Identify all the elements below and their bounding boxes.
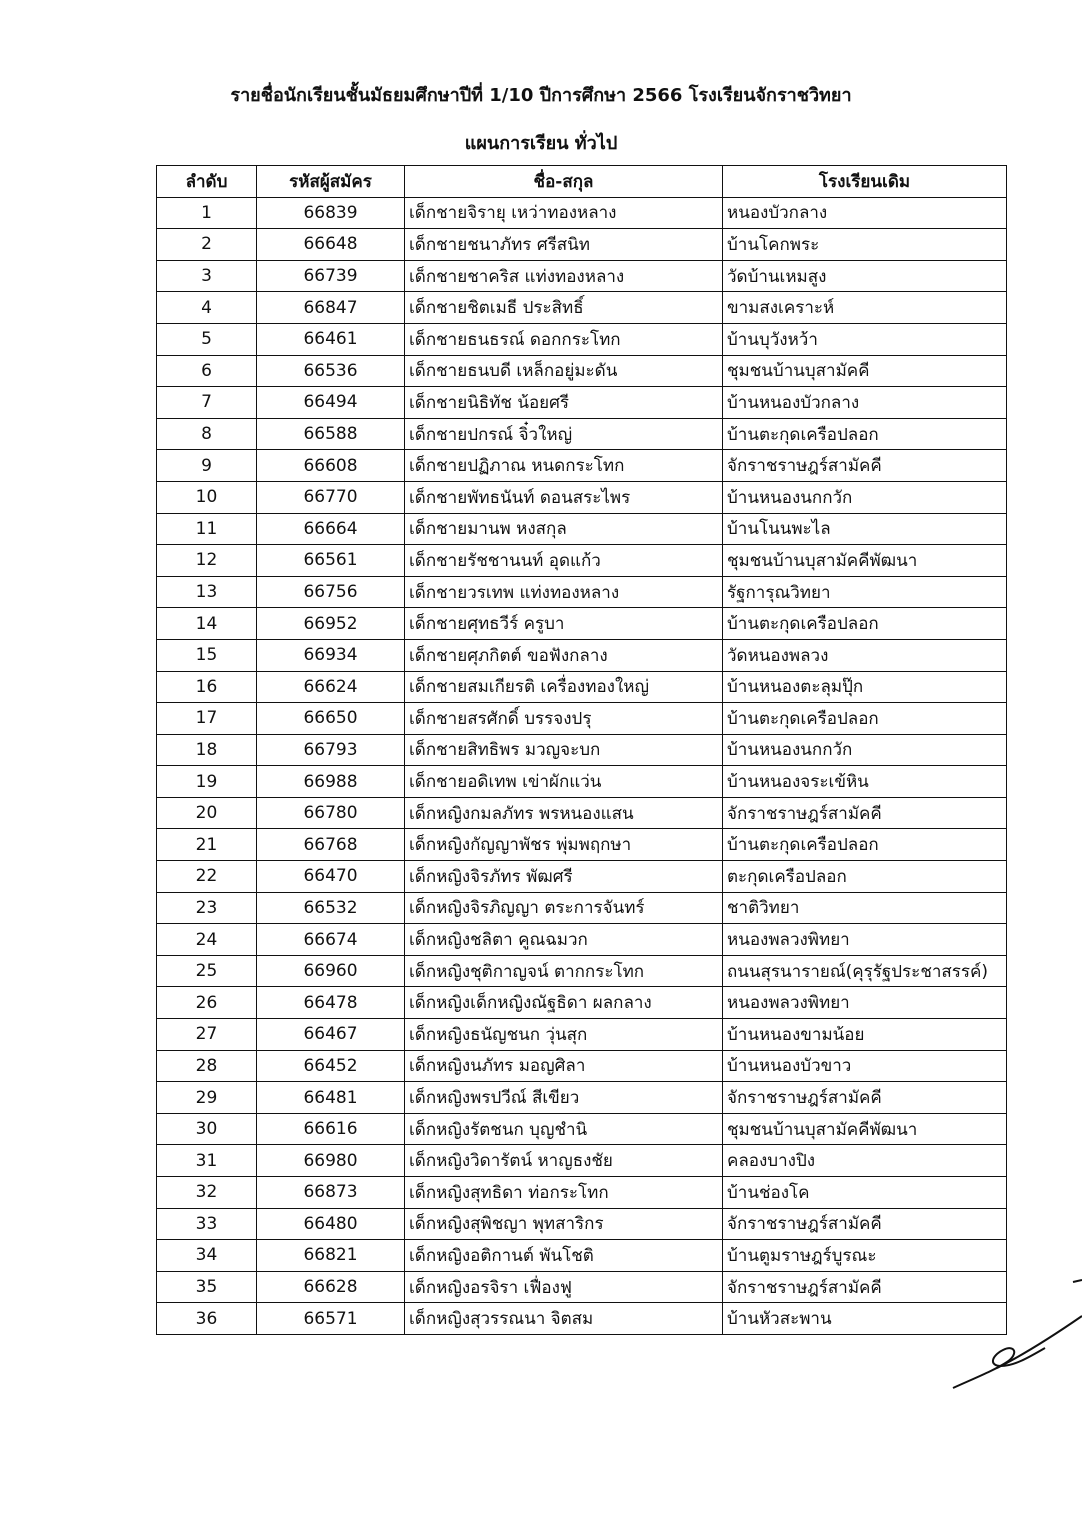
row-number-cell: 6 <box>157 355 257 387</box>
student-name-cell: เด็กชายปกรณ์ จิ๋วใหญ่ <box>405 418 723 450</box>
applicant-id-cell: 66960 <box>257 955 405 987</box>
row-number-cell: 16 <box>157 671 257 703</box>
previous-school-cell: บ้านตูมราษฎร์บูรณะ <box>723 1240 1007 1272</box>
applicant-id-cell: 66532 <box>257 892 405 924</box>
student-name-cell: เด็กชายพัทธนันท์ ดอนสระไพร <box>405 481 723 513</box>
row-number-cell: 21 <box>157 829 257 861</box>
applicant-id-cell: 66770 <box>257 481 405 513</box>
row-number-cell: 30 <box>157 1113 257 1145</box>
previous-school-cell: จักราชราษฎร์สามัคคี <box>723 1082 1007 1114</box>
previous-school-cell: บ้านตะกุดเครือปลอก <box>723 418 1007 450</box>
applicant-id-cell: 66452 <box>257 1050 405 1082</box>
table-row <box>157 1208 1007 1240</box>
row-number-cell: 2 <box>157 229 257 261</box>
student-name-cell: เด็กหญิงสุทธิดา ท่อกระโทก <box>405 1177 723 1209</box>
table-row <box>157 671 1007 703</box>
row-number-cell: 12 <box>157 545 257 577</box>
row-number-cell: 7 <box>157 387 257 419</box>
student-name-cell: เด็กชายชาคริส แท่งทองหลาง <box>405 260 723 292</box>
row-number-cell: 28 <box>157 1050 257 1082</box>
applicant-id-cell: 66821 <box>257 1240 405 1272</box>
student-name-cell: เด็กหญิงสุวรรณนา จิตสม <box>405 1303 723 1335</box>
table-row <box>157 924 1007 956</box>
row-number-cell: 35 <box>157 1271 257 1303</box>
applicant-id-cell: 66478 <box>257 987 405 1019</box>
table-row <box>157 1177 1007 1209</box>
applicant-id-cell: 66793 <box>257 734 405 766</box>
previous-school-cell: จักราชราษฎร์สามัคคี <box>723 1208 1007 1240</box>
row-number-cell: 27 <box>157 1019 257 1051</box>
table-row <box>157 197 1007 229</box>
table-row <box>157 355 1007 387</box>
table-row <box>157 387 1007 419</box>
row-number-cell: 4 <box>157 292 257 324</box>
applicant-id-cell: 66494 <box>257 387 405 419</box>
table-row <box>157 608 1007 640</box>
table-row <box>157 766 1007 798</box>
applicant-id-cell: 66873 <box>257 1177 405 1209</box>
table-header-row <box>157 166 1007 198</box>
previous-school-cell: ถนนสุรนารายณ์(คุรุรัฐประชาสรรค์) <box>723 955 1007 987</box>
applicant-id-cell: 66481 <box>257 1082 405 1114</box>
applicant-id-cell: 66608 <box>257 450 405 482</box>
student-name-cell: เด็กหญิงนภัทร มอญศิลา <box>405 1050 723 1082</box>
student-name-cell: เด็กหญิงพรปวีณ์ สีเขียว <box>405 1082 723 1114</box>
applicant-id-cell: 66536 <box>257 355 405 387</box>
applicant-id-cell: 66571 <box>257 1303 405 1335</box>
applicant-id-cell: 66624 <box>257 671 405 703</box>
table-row <box>157 829 1007 861</box>
student-name-cell: เด็กชายอดิเทพ เข่าผักแว่น <box>405 766 723 798</box>
student-name-cell: เด็กชายปฏิภาณ หนดกระโทก <box>405 450 723 482</box>
table-row <box>157 734 1007 766</box>
table-row <box>157 1240 1007 1272</box>
row-number-cell: 19 <box>157 766 257 798</box>
table-row <box>157 1019 1007 1051</box>
applicant-id-cell: 66628 <box>257 1271 405 1303</box>
student-name-cell: เด็กชายสมเกียรติ เครื่องทองใหญ่ <box>405 671 723 703</box>
previous-school-cell: บ้านตะกุดเครือปลอก <box>723 829 1007 861</box>
row-number-cell: 17 <box>157 703 257 735</box>
student-name-cell: เด็กหญิงวิดารัตน์ หาญธงชัย <box>405 1145 723 1177</box>
row-number-cell: 36 <box>157 1303 257 1335</box>
student-name-cell: เด็กหญิงอติกานต์ พันโชติ <box>405 1240 723 1272</box>
student-name-cell: เด็กชายวรเทพ แท่งทองหลาง <box>405 576 723 608</box>
student-name-cell: เด็กหญิงกัญญาพัชร พุ่มพฤกษา <box>405 829 723 861</box>
applicant-id-cell: 66650 <box>257 703 405 735</box>
row-number-cell: 29 <box>157 1082 257 1114</box>
previous-school-cell: บ้านตะกุดเครือปลอก <box>723 608 1007 640</box>
document-subtitle: แผนการเรียน ทั่วไป <box>464 133 618 154</box>
row-number-cell: 26 <box>157 987 257 1019</box>
table-row <box>157 892 1007 924</box>
row-number-cell: 3 <box>157 260 257 292</box>
table-row <box>157 418 1007 450</box>
previous-school-cell: บ้านหนองบัวกลาง <box>723 387 1007 419</box>
row-number-cell: 1 <box>157 197 257 229</box>
student-roster-table <box>156 165 1007 1335</box>
row-number-cell: 23 <box>157 892 257 924</box>
student-name-cell: เด็กชายสรศักดิ์ บรรจงปรุ <box>405 703 723 735</box>
student-name-cell: เด็กหญิงสุพิชญา พุทสาริกร <box>405 1208 723 1240</box>
student-name-cell: เด็กหญิงกมลภัทร พรหนองแสน <box>405 797 723 829</box>
student-name-cell: เด็กชายมานพ หงสกุล <box>405 513 723 545</box>
applicant-id-cell: 66756 <box>257 576 405 608</box>
table-row <box>157 323 1007 355</box>
student-name-cell: เด็กหญิงธนัญชนก วุ่นสุก <box>405 1019 723 1051</box>
column-header-full-name: ชื่อ-สกุล <box>405 166 723 198</box>
previous-school-cell: หนองบัวกลาง <box>723 197 1007 229</box>
previous-school-cell: จักราชราษฎร์สามัคคี <box>723 1271 1007 1303</box>
applicant-id-cell: 66988 <box>257 766 405 798</box>
applicant-id-cell: 66952 <box>257 608 405 640</box>
applicant-id-cell: 66780 <box>257 797 405 829</box>
table-row <box>157 797 1007 829</box>
previous-school-cell: ขามสงเคราะห์ <box>723 292 1007 324</box>
row-number-cell: 22 <box>157 861 257 893</box>
table-row <box>157 545 1007 577</box>
table-row <box>157 260 1007 292</box>
previous-school-cell: ชุมชนบ้านบุสามัคคีพัฒนา <box>723 545 1007 577</box>
row-number-cell: 31 <box>157 1145 257 1177</box>
column-header-number: ลำดับ <box>157 166 257 198</box>
row-number-cell: 15 <box>157 639 257 671</box>
row-number-cell: 8 <box>157 418 257 450</box>
previous-school-cell: บ้านหัวสะพาน <box>723 1303 1007 1335</box>
previous-school-cell: บ้านหนองตะลุมปุ๊ก <box>723 671 1007 703</box>
row-number-cell: 14 <box>157 608 257 640</box>
previous-school-cell: ชุมชนบ้านบุสามัคคีพัฒนา <box>723 1113 1007 1145</box>
student-name-cell: เด็กชายชิตเมธี ประสิทธิ์ <box>405 292 723 324</box>
previous-school-cell: หนองพลวงพิทยา <box>723 987 1007 1019</box>
column-header-previous-school: โรงเรียนเดิม <box>723 166 1007 198</box>
student-name-cell: เด็กหญิงอรจิรา เฟื่องฟู <box>405 1271 723 1303</box>
row-number-cell: 25 <box>157 955 257 987</box>
table-body <box>157 197 1007 1334</box>
applicant-id-cell: 66467 <box>257 1019 405 1051</box>
table-row <box>157 987 1007 1019</box>
previous-school-cell: บ้านหนองนกกวัก <box>723 734 1007 766</box>
student-name-cell: เด็กชายศุทธวีร์ ครูบา <box>405 608 723 640</box>
applicant-id-cell: 66739 <box>257 260 405 292</box>
previous-school-cell: บ้านช่องโค <box>723 1177 1007 1209</box>
applicant-id-cell: 66616 <box>257 1113 405 1145</box>
table-row <box>157 639 1007 671</box>
previous-school-cell: ชาติวิทยา <box>723 892 1007 924</box>
previous-school-cell: บ้านโนนพะไล <box>723 513 1007 545</box>
student-name-cell: เด็กหญิงชุติกาญจน์ ตากกระโทก <box>405 955 723 987</box>
applicant-id-cell: 66674 <box>257 924 405 956</box>
column-header-applicant-id: รหัสผู้สมัคร <box>257 166 405 198</box>
previous-school-cell: จักราชราษฎร์สามัคคี <box>723 450 1007 482</box>
table-row <box>157 1303 1007 1335</box>
previous-school-cell: วัดบ้านเหมสูง <box>723 260 1007 292</box>
row-number-cell: 10 <box>157 481 257 513</box>
applicant-id-cell: 66839 <box>257 197 405 229</box>
table-row <box>157 229 1007 261</box>
previous-school-cell: ตะกุดเครือปลอก <box>723 861 1007 893</box>
student-name-cell: เด็กชายรัชชานนท์ อุดแก้ว <box>405 545 723 577</box>
applicant-id-cell: 66768 <box>257 829 405 861</box>
table-row <box>157 513 1007 545</box>
row-number-cell: 20 <box>157 797 257 829</box>
student-name-cell: เด็กชายนิธิทัช น้อยศรี <box>405 387 723 419</box>
row-number-cell: 11 <box>157 513 257 545</box>
row-number-cell: 34 <box>157 1240 257 1272</box>
applicant-id-cell: 66588 <box>257 418 405 450</box>
row-number-cell: 13 <box>157 576 257 608</box>
table-row <box>157 1271 1007 1303</box>
applicant-id-cell: 66664 <box>257 513 405 545</box>
previous-school-cell: บ้านตะกุดเครือปลอก <box>723 703 1007 735</box>
student-name-cell: เด็กหญิงจิรภิญญา ตระการจันทร์ <box>405 892 723 924</box>
student-name-cell: เด็กชายธนบดี เหล็กอยู่มะดัน <box>405 355 723 387</box>
document-title: รายชื่อนักเรียนชั้นมัธยมศึกษาปีที่ 1/10 ปีการศึกษา 2566 โรงเรียนจักราชวิทยา <box>230 85 852 106</box>
row-number-cell: 24 <box>157 924 257 956</box>
table-row <box>157 481 1007 513</box>
previous-school-cell: ชุมชนบ้านบุสามัคคี <box>723 355 1007 387</box>
previous-school-cell: วัดหนองพลวง <box>723 639 1007 671</box>
previous-school-cell: บ้านหนองนกกวัก <box>723 481 1007 513</box>
table-row <box>157 1113 1007 1145</box>
previous-school-cell: จักราชราษฎร์สามัคคี <box>723 797 1007 829</box>
student-name-cell: เด็กหญิงจิรภัทร พัฒศรี <box>405 861 723 893</box>
previous-school-cell: คลองบางปิง <box>723 1145 1007 1177</box>
applicant-id-cell: 66980 <box>257 1145 405 1177</box>
applicant-id-cell: 66480 <box>257 1208 405 1240</box>
signature-mark <box>945 1270 1082 1400</box>
previous-school-cell: บ้านหนองจระเข้หิน <box>723 766 1007 798</box>
previous-school-cell: บ้านบุวังหว้า <box>723 323 1007 355</box>
table-row <box>157 1050 1007 1082</box>
table-row <box>157 1145 1007 1177</box>
previous-school-cell: รัฐการุณวิทยา <box>723 576 1007 608</box>
applicant-id-cell: 66461 <box>257 323 405 355</box>
table-row <box>157 292 1007 324</box>
row-number-cell: 32 <box>157 1177 257 1209</box>
student-name-cell: เด็กชายชนาภัทร ศรีสนิท <box>405 229 723 261</box>
row-number-cell: 33 <box>157 1208 257 1240</box>
applicant-id-cell: 66561 <box>257 545 405 577</box>
applicant-id-cell: 66934 <box>257 639 405 671</box>
previous-school-cell: บ้านโคกพระ <box>723 229 1007 261</box>
student-name-cell: เด็กหญิงรัตชนก บุญชำนิ <box>405 1113 723 1145</box>
table-row <box>157 703 1007 735</box>
row-number-cell: 18 <box>157 734 257 766</box>
row-number-cell: 5 <box>157 323 257 355</box>
student-name-cell: เด็กหญิงเด็กหญิงณัฐธิดา ผลกลาง <box>405 987 723 1019</box>
student-name-cell: เด็กชายธนธรณ์ ดอกกระโทก <box>405 323 723 355</box>
applicant-id-cell: 66470 <box>257 861 405 893</box>
table-row <box>157 955 1007 987</box>
previous-school-cell: บ้านหนองขามน้อย <box>723 1019 1007 1051</box>
previous-school-cell: บ้านหนองบัวขาว <box>723 1050 1007 1082</box>
table-row <box>157 450 1007 482</box>
table-row <box>157 861 1007 893</box>
student-name-cell: เด็กหญิงชลิตา คูณฉมวก <box>405 924 723 956</box>
student-name-cell: เด็กชายจิรายุ เหว่าทองหลาง <box>405 197 723 229</box>
applicant-id-cell: 66648 <box>257 229 405 261</box>
student-name-cell: เด็กชายศุภกิตต์ ขอฟังกลาง <box>405 639 723 671</box>
previous-school-cell: หนองพลวงพิทยา <box>723 924 1007 956</box>
table-row <box>157 576 1007 608</box>
student-name-cell: เด็กชายสิทธิพร มวญจะบก <box>405 734 723 766</box>
applicant-id-cell: 66847 <box>257 292 405 324</box>
row-number-cell: 9 <box>157 450 257 482</box>
table-row <box>157 1082 1007 1114</box>
